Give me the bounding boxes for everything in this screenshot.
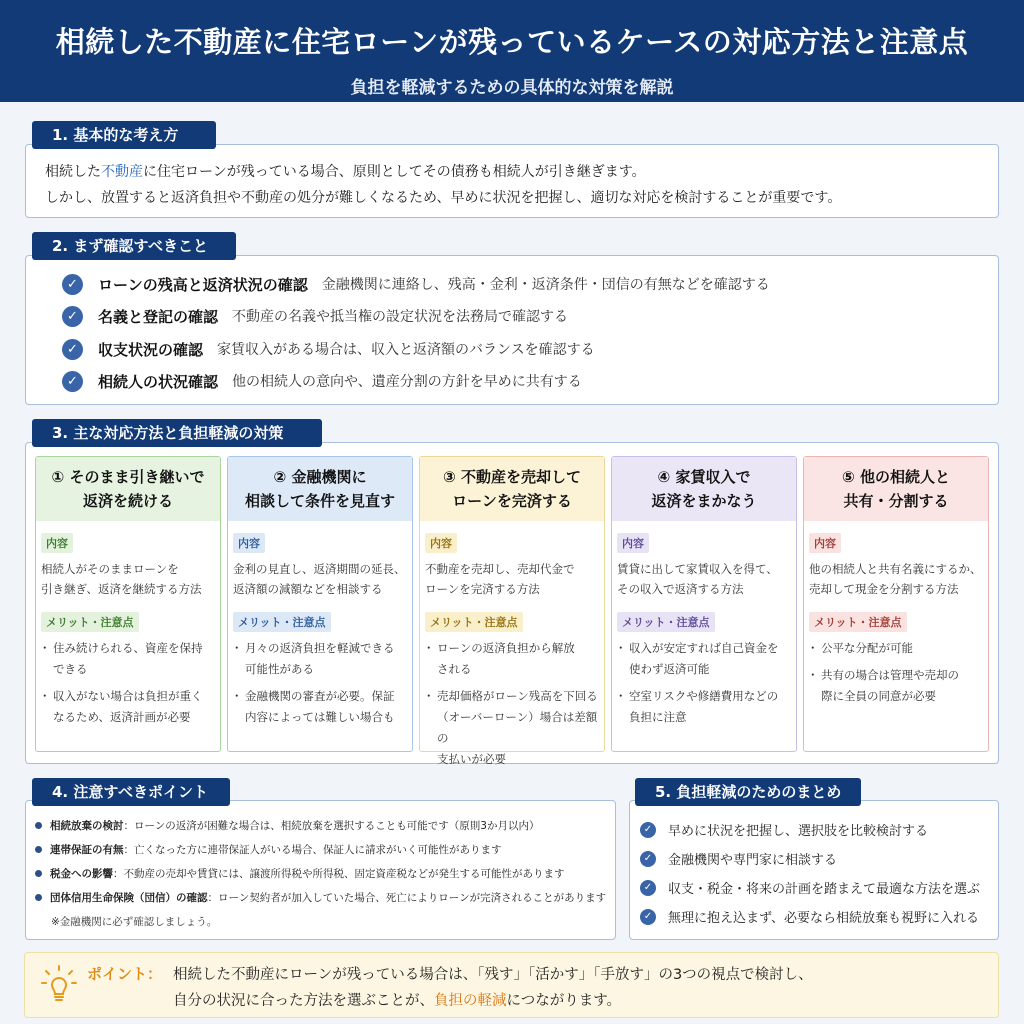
summary-item-text: 収支・税金・将来の計画を踏まえて最適な方法を選ぶ [668,882,981,897]
check-item-label: 相続人の状況確認 [98,372,219,391]
section1-line1-highlight: 不動産 [101,164,143,180]
bullet-line: 際に全員の同意が必要 [821,689,936,703]
bullet-line: 月々の返済負担を軽減できる [245,641,395,655]
card-content-line: 返済額の減額などを相談する [233,582,383,596]
card-title-line: 共有・分割する [843,492,949,510]
summary-item-text: 早めに状況を把握し、選択肢を比較検討する [668,824,929,839]
card-content [617,559,793,599]
check-item-desc: 家賃収入がある場合は、収入と返済額のバランスを確認する [217,342,595,358]
summary-item [640,878,980,897]
caution-item-label: 税金への影響 [50,868,113,880]
card-title-line: 相談して条件を見直す [244,492,395,510]
bullet-line: 使わず返済可能 [629,662,710,676]
bullet-line: 収入がない場合は負担が重く [53,689,203,703]
content-tag: 内容 [809,533,841,553]
caution-item-desc: ：ローンの返済が困難な場合は、相続放棄を選択することも可能です（原則3か月以内） [123,820,540,832]
card-title-line: ④ 家賃収入で [657,468,751,486]
card-title-line: ① そのまま引き継いで [51,468,205,486]
content-tag: 内容 [425,533,457,553]
card-content-line: 他の相続人と共有名義にするか、 [809,562,982,576]
check-circle-icon: ✓ [62,274,83,295]
summary-item-text: 金融機関や専門家に相談する [668,853,838,868]
merit-tag: メリット・注意点 [425,612,523,632]
card-title [612,457,796,521]
content-tag: 内容 [233,533,265,553]
check-item-desc: 金融機関に連絡し、残高・金利・返済条件・団信の有無などを確認する [321,277,770,293]
bullet-line: なるため、返済計画が必要 [53,710,191,724]
caution-item [35,890,606,905]
check-circle-icon: ✓ [640,880,656,896]
page-title: 相続した不動産に住宅ローンが残っているケースの対応方法と注意点 [55,25,969,59]
bullet-line: 売却価格がローン残高を下回る [437,689,598,703]
point-label: ポイント： [87,965,163,983]
bullet-line: 支払いが必要 [437,752,506,766]
card-content-line: 相続人がそのままローンを [41,562,179,576]
point-box [24,952,999,1018]
section3-title: 3. 主な対応方法と負担軽減の対策 [32,419,322,447]
check-item [62,370,582,392]
bullet-dot-icon [35,846,42,853]
section4-title: 4. 注意すべきポイント [32,778,230,806]
bullet-dot-icon [35,822,42,829]
option-card-2 [227,456,413,752]
bullet-dot-icon [35,894,42,901]
section1-line1-pre: 相続した [45,164,101,180]
card-title-line: ローンを完済する [452,492,572,510]
section1-line1 [45,161,646,181]
summary-item [640,820,928,839]
check-item-desc: 他の相続人の意向や、遺産分割の方針を早めに共有する [232,374,582,390]
card-content-line: その収入で返済する方法 [617,582,744,596]
caution-item-desc: ：ローン契約者が加入していた場合、死亡によりローンが完済されることがあります [207,892,607,904]
point-line2-post: につながります。 [506,993,622,1009]
card-content [233,559,409,599]
check-circle-icon: ✓ [62,306,83,327]
check-circle-icon: ✓ [62,339,83,360]
check-circle-icon: ✓ [640,851,656,867]
bullet-line: 公平な分配が可能 [821,641,913,655]
point-line2-pre: 自分の状況に合った方法を選ぶことが、 [173,993,434,1009]
card-content-line: 引き継ぎ、返済を継続する方法 [41,582,202,596]
caution-item-desc: ：不動産の売却や賃貸には、譲渡所得税や所得税、固定資産税などが発生する可能性があります [113,868,565,880]
summary-item [640,907,979,926]
caution-item [35,818,539,833]
bullet-line: 住み続けられる、資産を保持 [53,641,203,655]
caution-item [35,866,565,881]
check-circle-icon: ✓ [62,371,83,392]
card-title [36,457,220,521]
card-title-line: ② 金融機関に [273,468,367,486]
bullet-line: ローンの返済負担から解放 [437,641,575,655]
check-item [62,305,568,327]
bullet-line: 共有の場合は管理や売却の [821,668,959,682]
option-card-5 [803,456,989,752]
merit-tag: メリット・注意点 [617,612,715,632]
bullet-line: 内容によっては難しい場合も [245,710,395,724]
content-tag: 内容 [41,533,73,553]
summary-item-text: 無理に抱え込まず、必要なら相続放棄も視野に入れる [668,911,979,926]
point-line2-highlight: 負担の軽減 [434,993,507,1009]
lightbulb-icon [41,965,77,1005]
card-content-line: 賃貸に出して家賃収入を得て、 [617,562,778,576]
option-card-3 [419,456,605,766]
card-bullet [41,686,219,728]
merit-tag: メリット・注意点 [809,612,907,632]
card-bullet [809,665,987,707]
caution-item-label: 団体信用生命保険（団信）の確認 [50,892,208,904]
card-content-line: 金利の見直し、返済期間の延長、 [233,562,406,576]
caution-item-label: 相続放棄の検討 [50,820,124,832]
card-title-line: ⑤ 他の相続人と [842,468,950,486]
card-title [420,457,604,521]
summary-item [640,849,837,868]
section2-title: 2. まず確認すべきこと [32,232,236,260]
card-title-line: 返済を続ける [82,492,173,510]
option-card-4 [611,456,797,752]
card-title [804,457,988,521]
card-bullet [41,638,219,680]
section1-line1-post: に住宅ローンが残っている場合、原則としてその債務も相続人が引き継ぎます。 [143,164,646,180]
caution-item-desc: ：亡くなった方に連帯保証人がいる場合、保証人に請求がいく可能性があります [123,844,502,856]
card-content [41,559,217,599]
card-content-line: 売却して現金を分割する方法 [809,582,959,596]
check-item-label: 名義と登記の確認 [98,307,219,326]
card-title-line: ③ 不動産を売却して [443,468,581,486]
card-content [425,559,601,599]
option-card-1 [35,456,221,752]
bullet-line: できる [53,662,88,676]
card-title [228,457,412,521]
card-bullet [233,686,411,728]
check-circle-icon: ✓ [640,909,656,925]
bullet-line: 収入が安定すれば自己資金を [629,641,779,655]
bullet-dot-icon [35,870,42,877]
bullet-line: 金融機関の審査が必要。保証 [245,689,395,703]
point-line1: 相続した不動産にローンが残っている場合は、「残す」「活かす」「手放す」の3つの視点で検討し、 [173,967,813,983]
section1-line2: しかし、放置すると返済負担や不動産の処分が難しくなるため、早めに状況を把握し、適切な対応を検討することが重要です。 [45,190,842,206]
page-subtitle: 負担を軽減するための具体的な対策を解説 [350,78,674,98]
card-bullet [233,638,411,680]
bullet-line: 空室リスクや修繕費用などの [629,689,779,703]
card-content-line: 不動産を売却し、売却代金で [425,562,575,576]
check-circle-icon: ✓ [640,822,656,838]
bullet-line: 可能性がある [245,662,314,676]
section1-title: 1. 基本的な考え方 [32,121,216,149]
point-line2 [173,989,621,1010]
check-item [62,338,595,360]
merit-tag: メリット・注意点 [41,612,139,632]
caution-item [35,842,502,857]
check-item [62,273,770,295]
card-content-line: ローンを完済する方法 [425,582,540,596]
bullet-line: 負担に注意 [629,710,687,724]
bullet-line: される [437,662,472,676]
check-item-label: 収支状況の確認 [98,340,204,359]
caution-item-label: 連帯保証の有無 [50,844,124,856]
card-bullet [617,686,795,728]
card-bullet [425,686,603,770]
caution-note: ※金融機関に必ず確認しましょう。 [51,916,218,928]
card-content [809,559,985,599]
merit-tag: メリット・注意点 [233,612,331,632]
check-item-desc: 不動産の名義や抵当権の設定状況を法務局で確認する [232,309,569,325]
card-bullet [425,638,603,680]
card-bullet [809,638,987,659]
bullet-line: （オーバーローン）場合は差額の [437,710,598,745]
check-item-label: ローンの残高と返済状況の確認 [98,275,308,294]
card-bullet [617,638,795,680]
section5-title: 5. 負担軽減のためのまとめ [635,778,861,806]
content-tag: 内容 [617,533,649,553]
page-header [0,0,1024,102]
card-title-line: 返済をまかなう [651,492,757,510]
